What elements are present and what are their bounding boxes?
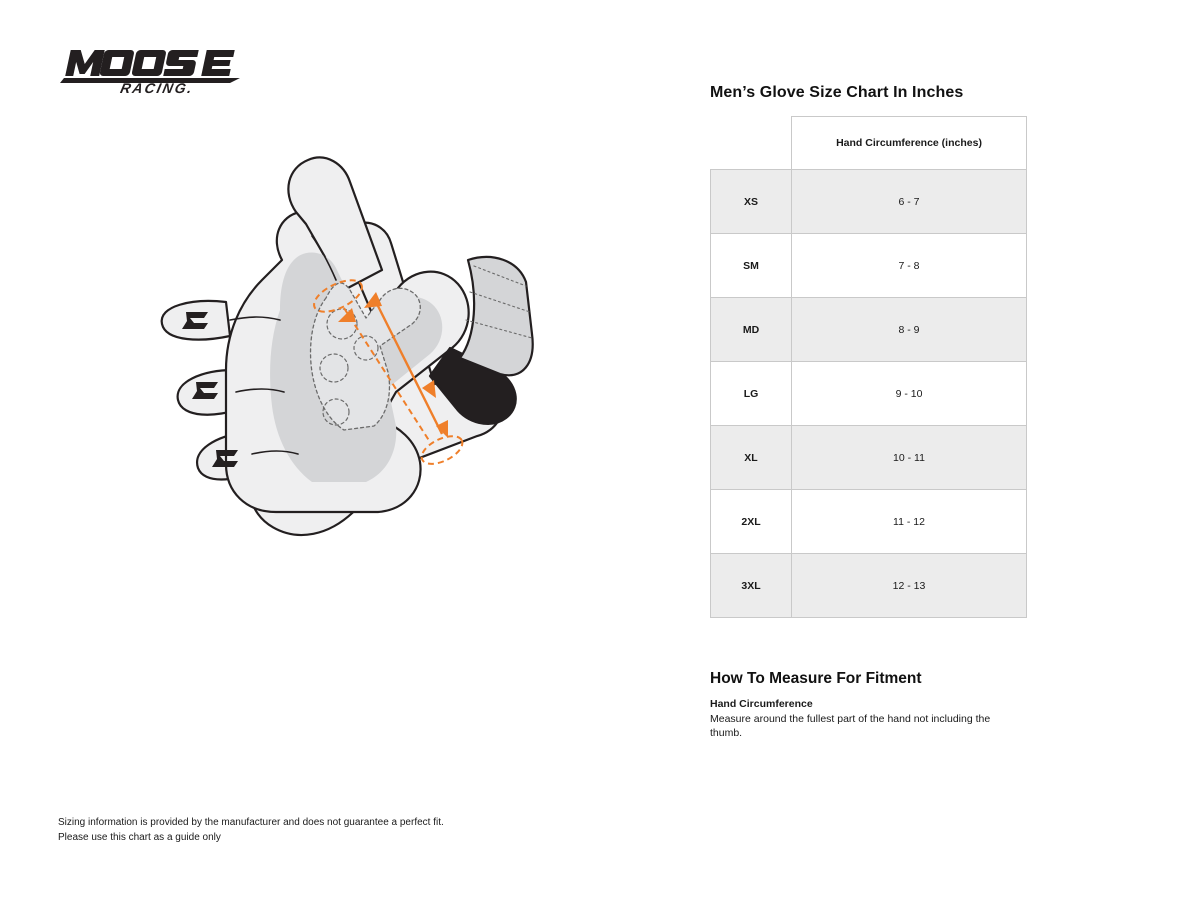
svg-text:RACING.: RACING. [118,80,196,96]
size-label: LG [711,362,792,426]
glove-measurement-illustration [130,120,710,540]
disclaimer [58,816,444,845]
size-chart-table [710,116,1027,618]
table-header-row [711,117,1027,170]
column-header-hand-circumference: Hand Circumference (inches) [792,117,1027,170]
table-row [711,554,1027,618]
size-circumference: 10 - 11 [792,426,1027,490]
size-chart-section [710,84,1130,618]
measure-item-text: Measure around the fullest part of the hand not including the thumb. [710,713,991,739]
size-circumference: 11 - 12 [792,490,1027,554]
table-row [711,426,1027,490]
size-label: XL [711,426,792,490]
size-label: SM [711,234,792,298]
table-row [711,362,1027,426]
table-row [711,170,1027,234]
table-corner-cell [711,117,792,170]
table-row [711,490,1027,554]
brand-logo [58,44,258,96]
size-circumference: 6 - 7 [792,170,1027,234]
how-to-measure-section [710,670,1040,740]
size-circumference: 7 - 8 [792,234,1027,298]
how-to-measure-heading: How To Measure For Fitment [710,670,922,687]
disclaimer-line-1: Sizing information is provided by the manufacturer and does not guarantee a perfect fit. [58,817,444,828]
table-row [711,234,1027,298]
page-title: Men’s Glove Size Chart In Inches [710,84,964,101]
size-label: MD [711,298,792,362]
size-circumference: 9 - 10 [792,362,1027,426]
measure-item-label: Hand Circumference [710,698,813,710]
size-label: XS [711,170,792,234]
size-label: 2XL [711,490,792,554]
size-circumference: 12 - 13 [792,554,1027,618]
size-circumference: 8 - 9 [792,298,1027,362]
disclaimer-line-2: Please use this chart as a guide only [58,831,221,843]
table-row [711,298,1027,362]
size-label: 3XL [711,554,792,618]
